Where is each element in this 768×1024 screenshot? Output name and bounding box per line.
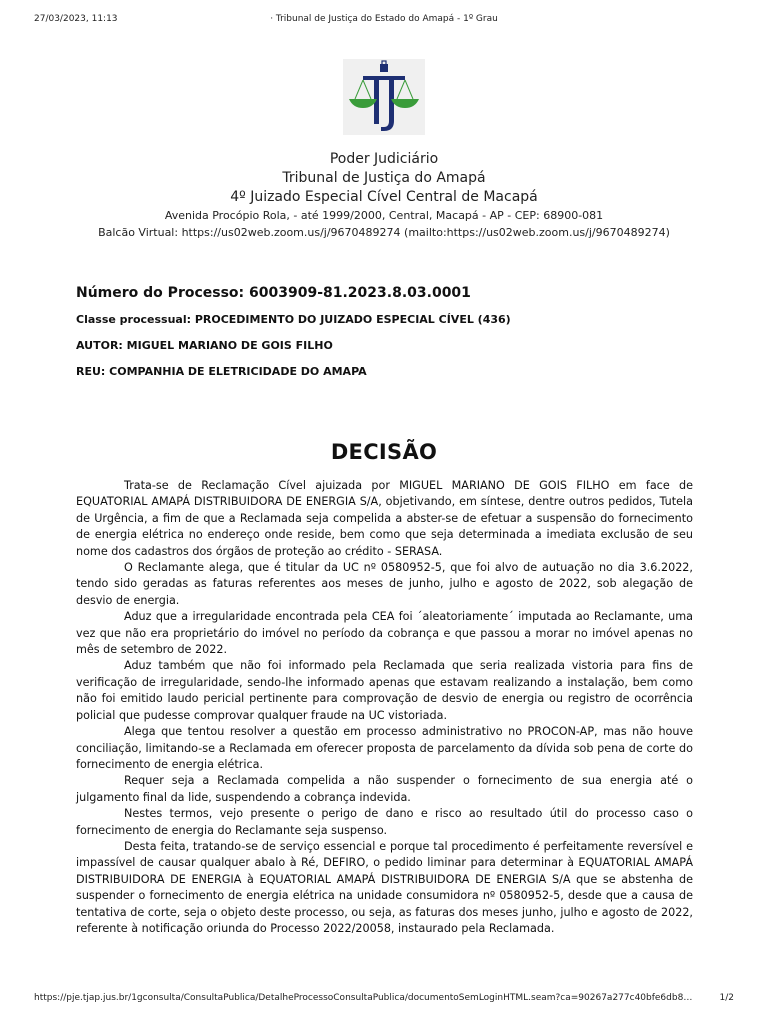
paragraph: Aduz também que não foi informado pela Reclamada que seria realizada vistoria para fins de verificação de irregularidade, sendo-lhe informado apenas que estavam realizando a instalação, bem como não foi emitido laudo pericial pertinente para comprovação de desvio de energia ou registro de ocorrência policial que pudesse comprovar qualquer fraude na UC vistoriada. bbox=[76, 659, 693, 722]
paragraph: Requer seja a Reclamada compelida a não suspender o fornecimento de sua energia até o julgamento final da lide, suspendendo a cobrança indevida. bbox=[76, 774, 693, 804]
print-header bbox=[34, 14, 734, 24]
court-name: Tribunal de Justiça do Amapá bbox=[282, 170, 486, 186]
document-heading: DECISÃO bbox=[330, 440, 438, 464]
paragraph: Alega que tentou resolver a questão em processo administrativo no PROCON-AP, mas não houve conciliação, limitando-se a Reclamada em oferecer proposta de parcelamento da dívida sob pena de corte do fornecimento de energia elétrica. bbox=[76, 725, 693, 771]
court-header bbox=[0, 150, 768, 241]
tjap-logo bbox=[343, 59, 425, 135]
print-page-title: · Tribunal de Justiça do Estado do Amapá - 1º Grau bbox=[270, 14, 498, 24]
court-address: Avenida Procópio Rola, - até 1999/2000, Central, Macapá - AP - CEP: 68900-081 bbox=[164, 209, 604, 222]
court-power: Poder Judiciário bbox=[329, 151, 439, 167]
paragraph: Desta feita, tratando-se de serviço essencial e porque tal procedimento é perfeitamente reversível e impassível de causar qualquer abalo à Ré, DEFIRO, o pedido liminar para determinar à EQUATORIAL AMAPÁ DISTRIBUIDORA DE ENERGIA à EQUATORIAL AMAPÁ DISTRIBUIDORA DE ENERGIA S/A que se abstenha de suspender o fornecimento de energia elétrica na unidade consumidora nº 0580952-5, desde que a causa de tentativa de corte, seja o objeto deste processo, ou seja, as faturas dos meses junho, julho e agosto de 2022, referente à notificação oriunda do Processo 2022/20058, instaurado pela Reclamada. bbox=[76, 839, 693, 935]
process-class: Classe processual: PROCEDIMENTO DO JUIZADO ESPECIAL CÍVEL (436) bbox=[76, 313, 511, 326]
court-unit: 4º Juizado Especial Cível Central de Macapá bbox=[230, 189, 538, 205]
print-datetime: 27/03/2023, 11:13 bbox=[34, 14, 118, 24]
court-virtual-desk: Balcão Virtual: https://us02web.zoom.us/j/9670489274 (mailto:https://us02web.zoom.us/j/9670489274) bbox=[98, 226, 670, 239]
print-page-number: 1/2 bbox=[719, 993, 734, 1003]
process-number: Número do Processo: 6003909-81.2023.8.03.0001 bbox=[76, 285, 471, 301]
print-url: https://pje.tjap.jus.br/1gconsulta/ConsultaPublica/DetalheProcessoConsultaPublica/documentoSemLoginHTML.seam?ca=90267a277c40bfe6db8… bbox=[34, 993, 693, 1003]
paragraph: O Reclamante alega, que é titular da UC nº 0580952-5, que foi alvo de autuação no dia 3.6.2022, tendo sido geradas as faturas referentes aos meses de junho, julho e agosto de 2022, sob alegação de desvio de energia. bbox=[76, 561, 693, 607]
process-defendant: REU: COMPANHIA DE ELETRICIDADE DO AMAPA bbox=[76, 365, 367, 378]
paragraph: Nestes termos, vejo presente o perigo de dano e risco ao resultado útil do processo caso o fornecimento de energia do Reclamante seja suspenso. bbox=[76, 807, 693, 837]
process-author: AUTOR: MIGUEL MARIANO DE GOIS FILHO bbox=[76, 339, 333, 352]
decision-body bbox=[76, 478, 693, 937]
paragraph: Aduz que a irregularidade encontrada pela CEA foi ´aleatoriamente´ imputada ao Reclamante, uma vez que não era proprietário do imóvel no período da cobrança e que passou a morar no imóvel apenas no mês de setembro de 2022. bbox=[76, 610, 693, 657]
print-footer bbox=[34, 993, 734, 1003]
paragraph: Trata-se de Reclamação Cível ajuizada por MIGUEL MARIANO DE GOIS FILHO em face de EQUATORIAL AMAPÁ DISTRIBUIDORA DE ENERGIA S/A, objetivando, em síntese, dentre outros pedidos, Tutela de Urgência, a fim de que a Reclamada seja compelida a abster-se de efetuar a suspensão do fornecimento de energia elétrica no endereço onde reside, bem como que seja determinada a imediata exclusão de seu nome dos cadastros dos órgãos de proteção ao crédito - SERASA. bbox=[76, 479, 693, 558]
scales-of-justice-icon bbox=[343, 59, 425, 135]
